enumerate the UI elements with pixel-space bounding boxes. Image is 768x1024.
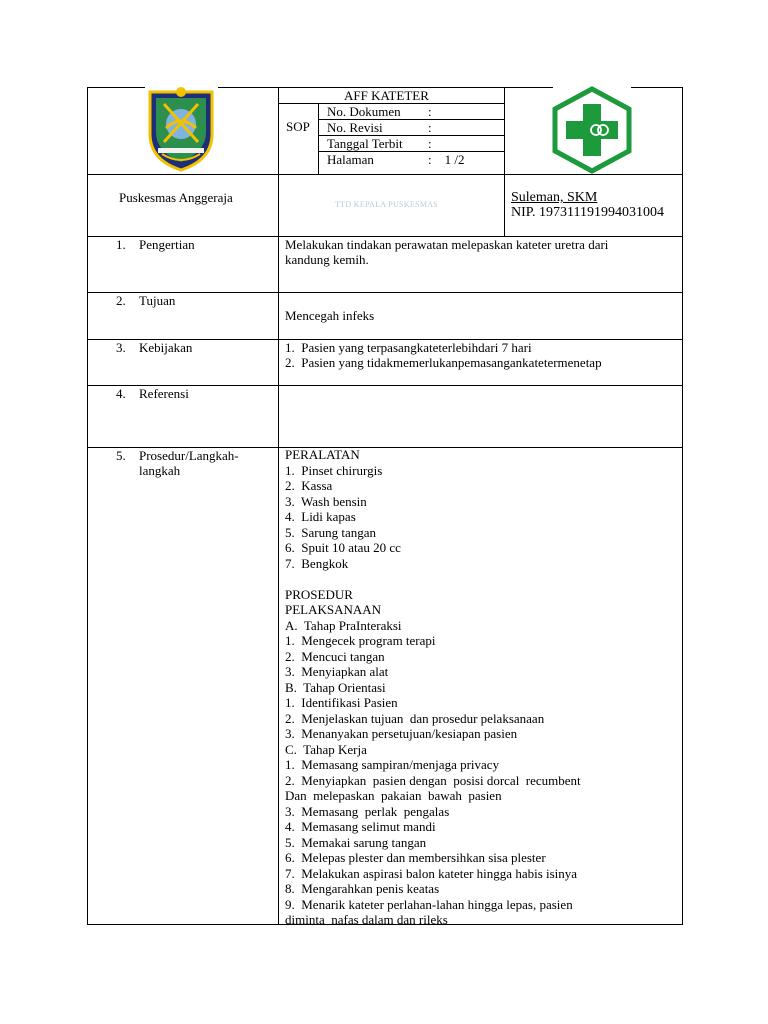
- procedure-blank-line: [285, 571, 677, 587]
- procedure-line: 2. Menjelaskan tujuan dan prosedur pelaksanaan: [285, 710, 545, 726]
- section-3-number: 3.: [116, 340, 126, 355]
- section-2-label: Tujuan: [139, 293, 176, 308]
- procedure-line: 3. Menyiapkan alat: [285, 664, 389, 679]
- row-sep-2: [87, 292, 683, 293]
- field-value-revisi: :: [428, 120, 432, 135]
- procedure-line: 5. Memakai sarung tangan: [285, 834, 427, 850]
- border-top-left: [87, 87, 145, 88]
- procedure-line: 6. Melepas plester dan membersihkan sisa plester: [285, 850, 546, 865]
- section-5-label-cont: langkah: [139, 463, 181, 478]
- section-1-label: Pengertian: [139, 237, 195, 252]
- health-ministry-logo: [551, 85, 633, 175]
- sop-document: [87, 87, 683, 925]
- border-right: [682, 87, 683, 925]
- pengertian-line-1: Melakukan tindakan perawatan melepaskan kateter uretra dari: [285, 237, 609, 252]
- field-label-revisi: No. Revisi: [327, 120, 383, 135]
- sop-divider: [318, 103, 319, 174]
- field-label-dokumen: No. Dokumen: [327, 104, 401, 119]
- procedure-line: 3. Menanyakan persetujuan/kesiapan pasien: [285, 726, 518, 741]
- procedure-line: 8. Mengarahkan penis keatas: [285, 881, 440, 896]
- field-value-halaman: : 1 /2: [428, 152, 465, 167]
- section-3-label: Kebijakan: [139, 340, 193, 355]
- procedure-line: Dan melepaskan pakaian bawah pasien: [285, 788, 502, 803]
- procedure-line: C. Tahap Kerja: [285, 741, 367, 757]
- section-4-label: Referensi: [139, 386, 189, 401]
- procedure-line: 1. Memasang sampiran/menjaga privacy: [285, 757, 500, 772]
- procedure-list: [285, 447, 677, 928]
- procedure-line: 3. Wash bensin: [285, 493, 367, 509]
- section-1-number: 1.: [116, 237, 126, 252]
- field-label-halaman: Halaman: [327, 152, 374, 167]
- procedure-line: PERALATAN: [285, 447, 360, 462]
- procedure-line: A. Tahap PraInteraksi: [285, 617, 402, 633]
- procedure-line: 4. Lidi kapas: [285, 509, 356, 524]
- procedure-line: B. Tahap Orientasi: [285, 679, 386, 695]
- column-divider: [278, 87, 279, 925]
- section-4-number: 4.: [116, 386, 126, 401]
- procedure-line: 9. Menarik kateter perlahan-lahan hingga lepas, pasien: [285, 896, 573, 912]
- section-2-number: 2.: [116, 293, 126, 308]
- document-title: AFF KATETER: [344, 88, 429, 103]
- procedure-line: 1. Pinset chirurgis: [285, 462, 383, 478]
- procedure-line: 5. Sarung tangan: [285, 524, 376, 540]
- procedure-line: 2. Menyiapkan pasien dengan posisi dorcal recumbent: [285, 772, 581, 788]
- section-5-number: 5.: [116, 448, 126, 463]
- procedure-line: 2. Mencuci tangan: [285, 648, 385, 664]
- procedure-line: 1. Mengecek program terapi: [285, 633, 436, 648]
- border-left: [87, 87, 88, 925]
- sop-label: SOP: [286, 119, 310, 134]
- kebijakan-line-2: 2. Pasien yang tidakmemerlukanpemasangankatetermenetap: [285, 355, 602, 370]
- procedure-line: 6. Spuit 10 atau 20 cc: [285, 540, 401, 555]
- procedure-line: 2. Kassa: [285, 478, 333, 493]
- pengertian-line-2: kandung kemih.: [285, 252, 369, 267]
- signature-placeholder: TTD KEPALA PUSKESMAS: [335, 200, 439, 209]
- border-top-right: [631, 87, 683, 88]
- signer-nip: NIP. 197311191994031004: [511, 205, 664, 220]
- signer-name: Suleman, SKM: [511, 190, 598, 205]
- procedure-line: 7. Melakukan aspirasi balon kateter hingga habis isinya: [285, 865, 578, 881]
- kebijakan-line-1: 1. Pasien yang terpasangkateterlebihdari 7 hari: [285, 340, 532, 355]
- procedure-line: 3. Memasang perlak pengalas: [285, 803, 450, 819]
- procedure-line: PROSEDUR: [285, 586, 353, 602]
- field-label-tanggal: Tanggal Terbit: [327, 136, 403, 151]
- regency-emblem-logo: [144, 84, 218, 172]
- header-right-divider: [504, 87, 505, 236]
- field-value-dokumen: :: [428, 104, 432, 119]
- procedure-line: 1. Identifikasi Pasien: [285, 695, 398, 710]
- field-value-tanggal: :: [428, 136, 432, 151]
- tujuan-text: Mencegah infeks: [285, 308, 375, 323]
- procedure-line: diminta nafas dalam dan rileks: [285, 912, 448, 927]
- institution-name: Puskesmas Anggeraja: [119, 190, 233, 205]
- procedure-line: 7. Bengkok: [285, 555, 349, 571]
- procedure-line: 4. Memasang selimut mandi: [285, 819, 436, 834]
- section-5-label: Prosedur/Langkah-: [139, 448, 239, 463]
- procedure-line: PELAKSANAAN: [285, 602, 382, 617]
